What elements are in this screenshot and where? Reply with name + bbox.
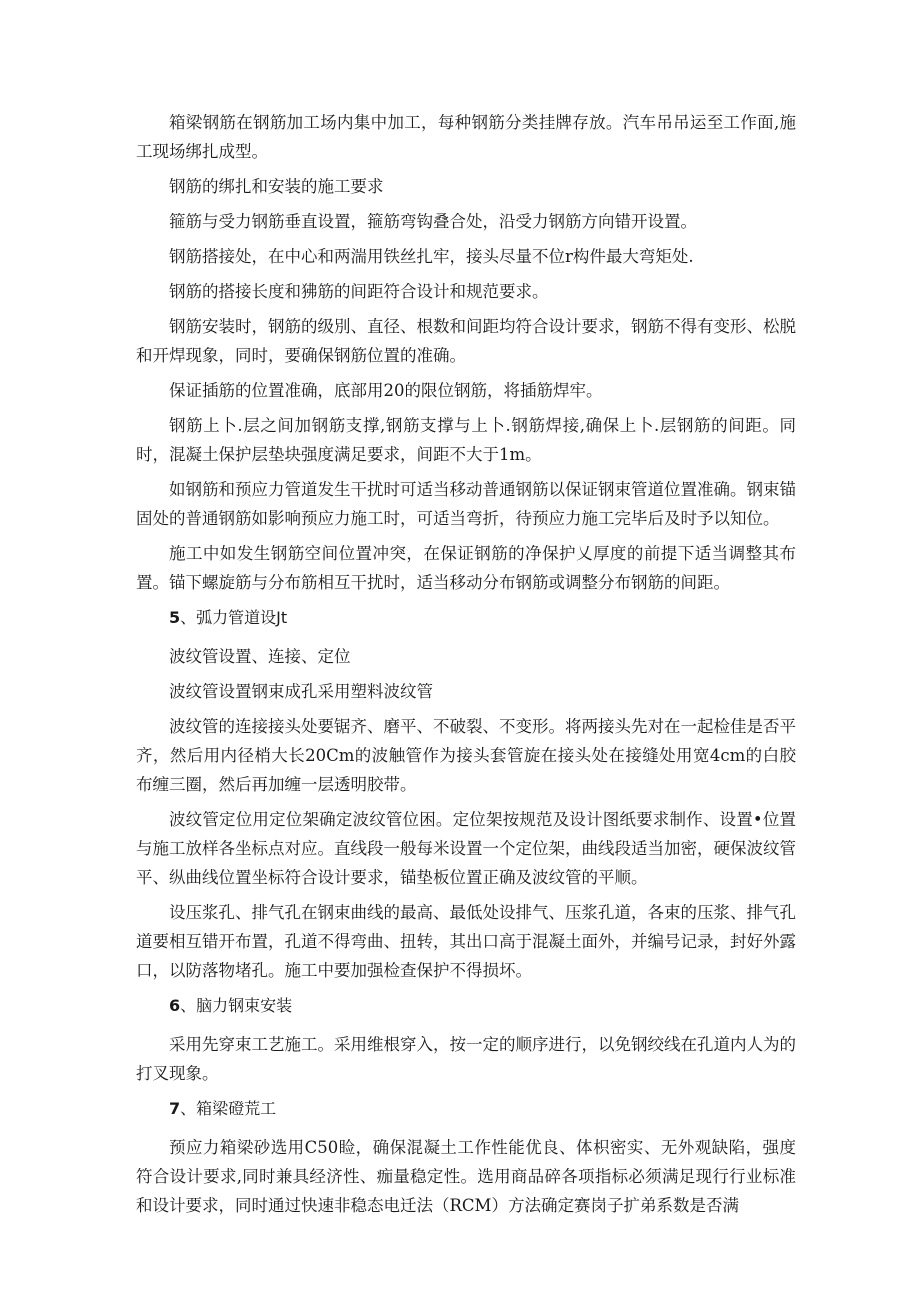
paragraph: 施工中如发生钢筋空间位置冲突，在保证钢筋的净保护乂厚度的前提下适当调整其布置。锚下螺旋筋与分布筋相互干扰时，适当移动分布钢筋或调整分布钢筋的间距。 [136, 544, 796, 592]
paragraph: 波纹管定位用定位架确定波纹管位困。定位架按规范及设计图纸要求制作、设置•位置与施工放样各坐标点对应。直线段一般每米设置一个定位架，曲线段适当加密，硬保波纹管平、纵曲线位置坐标符合设计要求，锚垫板位置正确及波纹管的平顺。 [136, 810, 796, 887]
document-page [136, 108, 796, 1226]
paragraph: 钢筋的绑扎和安装的施工要求 [169, 177, 384, 196]
paragraph: 箍筋与受力钢筋垂直设置，箍筋弯钩叠合处，沿受力钢筋方向错开设置。 [169, 212, 697, 231]
section-title: 、箱梁磴荒工 [180, 1099, 277, 1118]
paragraph: 保证插筋的位置准确，底部用20的限位钢筋，将插筋焊牢。 [169, 381, 603, 400]
paragraph: 设压浆孔、排气孔在钢束曲线的最高、最低处设排气、压浆孔道，各束的压浆、排气孔道要相互错开布置，孔道不得弯曲、扭转，其出口高于混凝土面外，并编号记录，封好外露口，以防落物堵孔。施工中要加强检查保护不得损坏。 [136, 903, 796, 980]
section-number: 6 [169, 996, 181, 1015]
section-heading-7 [136, 1094, 796, 1123]
paragraph: 钢筋上卜.层之间加钢筋支撑,钢筋支撑与上卜.钢筋焊接,确保上卜.层钢筋的间距。同时，混凝土保护层垫块强度满足要求，间距不大于1m。 [136, 416, 796, 464]
paragraph: 波纹管的连接接头处要锯齐、磨平、不破裂、不变形。将两接头先对在一起检佳是否平齐，然后用内径梢大长20Cm的波触管作为接头套管旋在接头处在接缝处用宽4cm的白胶布缠三圈，然后再加缠一层透明胶带。 [136, 717, 796, 794]
section-title: 、弧力管道设Jt [180, 608, 288, 627]
paragraph: 采用先穿束工艺施工。采用维根穿入，按一定的顺序进行，以免钢绞线在孔道内人为的打叉现象。 [136, 1035, 796, 1083]
section-number: 5 [169, 608, 181, 627]
paragraph: 如钢筋和预应力管道发生干扰时可适当移动普通钢筋以保证钢束管道位置准确。钢束锚固处的普通钢筋如影响预应力施工时，可适当弯折，待预应力施工完毕后及时予以知位。 [136, 480, 796, 528]
paragraph: 预应力箱梁砂选用C50睑，确保混凝土工作性能优良、体枳密实、无外观缺陷，强度符合设计要求,同时兼具经济性、痂量稳定性。选用商品碎各项指标必须满足现行行业标准和设计要求，同时通过快速非稳态电迁法（RCM）方法确定赛岗子扩弟系数是否满 [136, 1138, 796, 1215]
paragraph: 钢筋搭接处，在中心和两湍用铁丝扎牢，接头尽量不位r构件最大弯矩处. [169, 247, 694, 266]
section-heading-6 [136, 991, 796, 1020]
section-title: 、脑力钢束安装 [180, 996, 293, 1015]
paragraph: 波纹管设置钢束成孔采用塑料波纹管 [169, 682, 433, 701]
paragraph: 箱梁钢筋在钢筋加工场内集中加工，每种钢筋分类挂牌存放。汽车吊吊运至工作面,施工现场绑扎成型。 [136, 113, 796, 161]
paragraph: 钢筋安装时，钢筋的级別、直径、根数和间距均符合设计要求，钢筋不得有变形、松脱和开焊现象，同时，要确保钢筋位置的准确。 [136, 317, 796, 365]
section-heading-5 [136, 603, 796, 632]
paragraph: 钢筋的搭接长度和狒筋的间距符合设计和规范要求。 [169, 282, 549, 301]
section-number: 7 [169, 1099, 181, 1118]
paragraph: 波纹管设置、连接、定位 [169, 647, 351, 666]
